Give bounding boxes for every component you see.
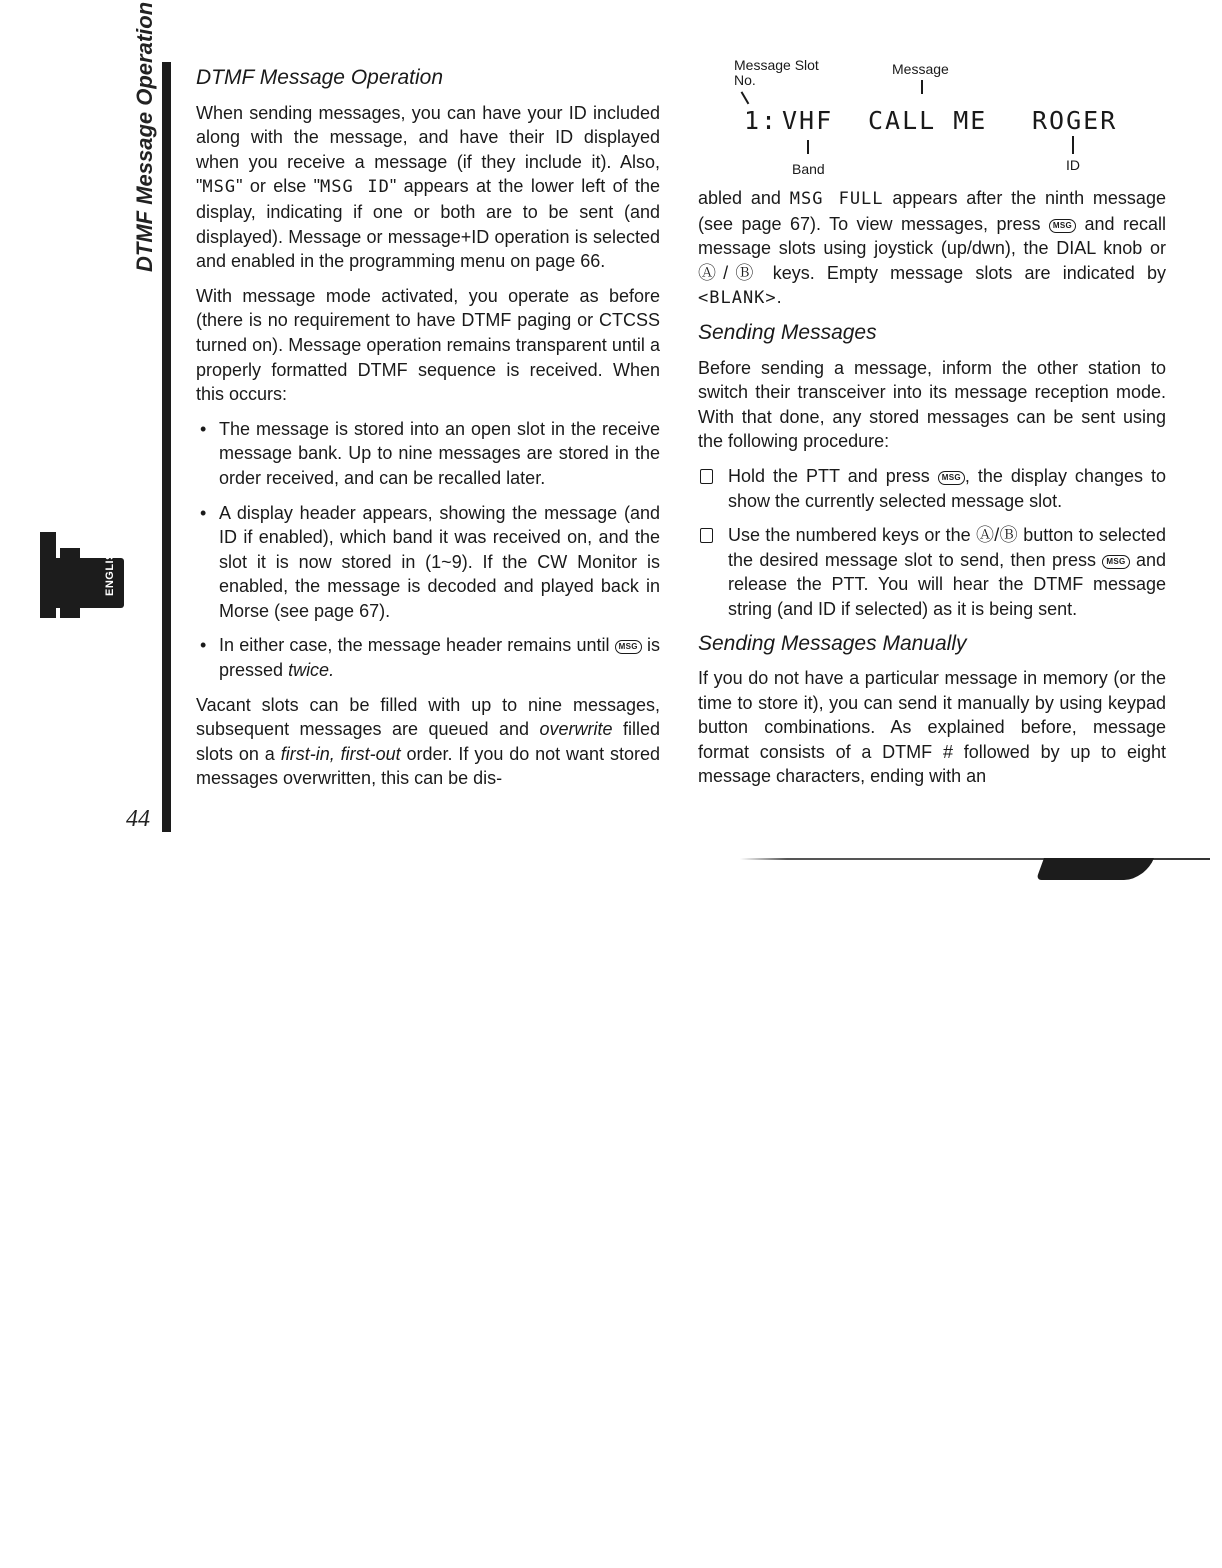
list-item: • A display header appears, showing the message (and ID if enabled), which band it was received on, and the slot it is now stored in (1~9). If the CW Monitor is enabled, the message is decoded and played back in Morse (see page 67). — [196, 501, 660, 624]
display-diagram — [720, 56, 1160, 178]
page-number: 44 — [126, 806, 150, 832]
scan-smudge — [1036, 858, 1154, 880]
side-bar — [162, 62, 171, 832]
lcd-text-blank: <BLANK> — [698, 288, 777, 309]
right-column — [698, 186, 1166, 799]
list-item: • In either case, the message header remains until MSG is pressed twice. — [196, 633, 660, 682]
vacant-slots-paragraph: Vacant slots can be filled with up to nine messages, subsequent messages are queued and overwrite filled slots on a first-in, first-out order. If you do not want stored messages overwritten, this can be dis- — [196, 694, 660, 789]
ab-key-icon: Ⓐ/Ⓑ — [975, 525, 1018, 546]
display-slot: 1: — [744, 106, 779, 135]
msg-key-icon: MSG — [938, 471, 965, 485]
display-message: CALL ME — [868, 106, 988, 135]
section-heading: Sending Messages Manually — [698, 631, 967, 655]
msg-key-icon: MSG — [1102, 555, 1129, 569]
continued-paragraph: abled and MSG FULL appears after the ninth message (see page 67). To view messages, press MSG and recall message slots using joystick (up/dwn), the DIAL knob or Ⓐ/Ⓑ keys. Empty message slots are indicated by <BLANK>. — [698, 188, 1166, 309]
checkbox-icon — [700, 469, 713, 484]
label-tick — [921, 80, 923, 94]
manual-paragraph: If you do not have a particular message in memory (or the time to store it), you can send it manually by using keypad button combinations. As explained before, message format consists of a DTMF # followed by up to eight message characters, ending with an — [698, 668, 1166, 787]
list-item: • The message is stored into an open slot in the receive message bank. Up to nine messages are stored in the order received, and can be recalled later. — [196, 417, 660, 491]
step-item: Use the numbered keys or the Ⓐ/Ⓑ button to selected the desired message slot to send, then press MSG and release the PTT. You will hear the DTMF message string (and ID if selected) as it is being sent. — [698, 523, 1166, 621]
sending-paragraph: Before sending a message, inform the other station to switch their transceiver into its message reception mode. With that done, any stored messages can be sent using the following procedure: — [698, 357, 1166, 452]
lcd-text-msg-full: MSG FULL — [789, 189, 884, 209]
label-id: ID — [1066, 157, 1080, 173]
lcd-text-msg: MSG — [202, 177, 237, 198]
message-mode-paragraph: With message mode activated, you operate as before (there is no requirement to have DTMF paging or CTCSS turned on). Message operation remains transparent until a properly formatted DTMF sequence is received. When this occurs: — [196, 285, 660, 405]
msg-key-icon: MSG — [615, 640, 642, 654]
label-tick — [741, 92, 749, 105]
section-heading: DTMF Message Operation — [196, 66, 444, 89]
intro-paragraph: When sending messages, you can have your ID included along with the message, and have their ID displayed when you receive a message (if they include it). Also, "MSG" or else "MSG ID" appears at the lower left of the display, indicating if one or both are to be sent (and displayed). Message or message+ID operation is selected and enabled in the programming menu on page 66. — [196, 102, 660, 272]
label-message: Message — [892, 61, 949, 77]
ab-key-icon: Ⓐ/Ⓑ — [698, 262, 761, 283]
section-heading: Sending Messages — [698, 320, 877, 344]
lcd-text-msg-id: MSG ID — [320, 177, 390, 198]
language-tab-label: ENGLISH — [104, 543, 116, 596]
label-tick — [1072, 136, 1074, 154]
label-tick — [807, 140, 809, 154]
step-item: Hold the PTT and press MSG , the display changes to show the currently selected message slot. — [698, 464, 1166, 513]
label-band: Band — [792, 161, 825, 177]
checkbox-icon — [700, 528, 713, 543]
steps-list — [698, 464, 1166, 622]
left-column — [196, 66, 660, 801]
display-id: ROGER — [1032, 106, 1118, 135]
msg-key-icon: MSG — [1049, 219, 1076, 233]
display-band: VHF — [782, 106, 834, 135]
bullet-list — [196, 417, 660, 683]
side-title: DTMF Message Operation — [132, 1, 157, 272]
label-message-slot: Message Slot No. — [734, 57, 819, 88]
